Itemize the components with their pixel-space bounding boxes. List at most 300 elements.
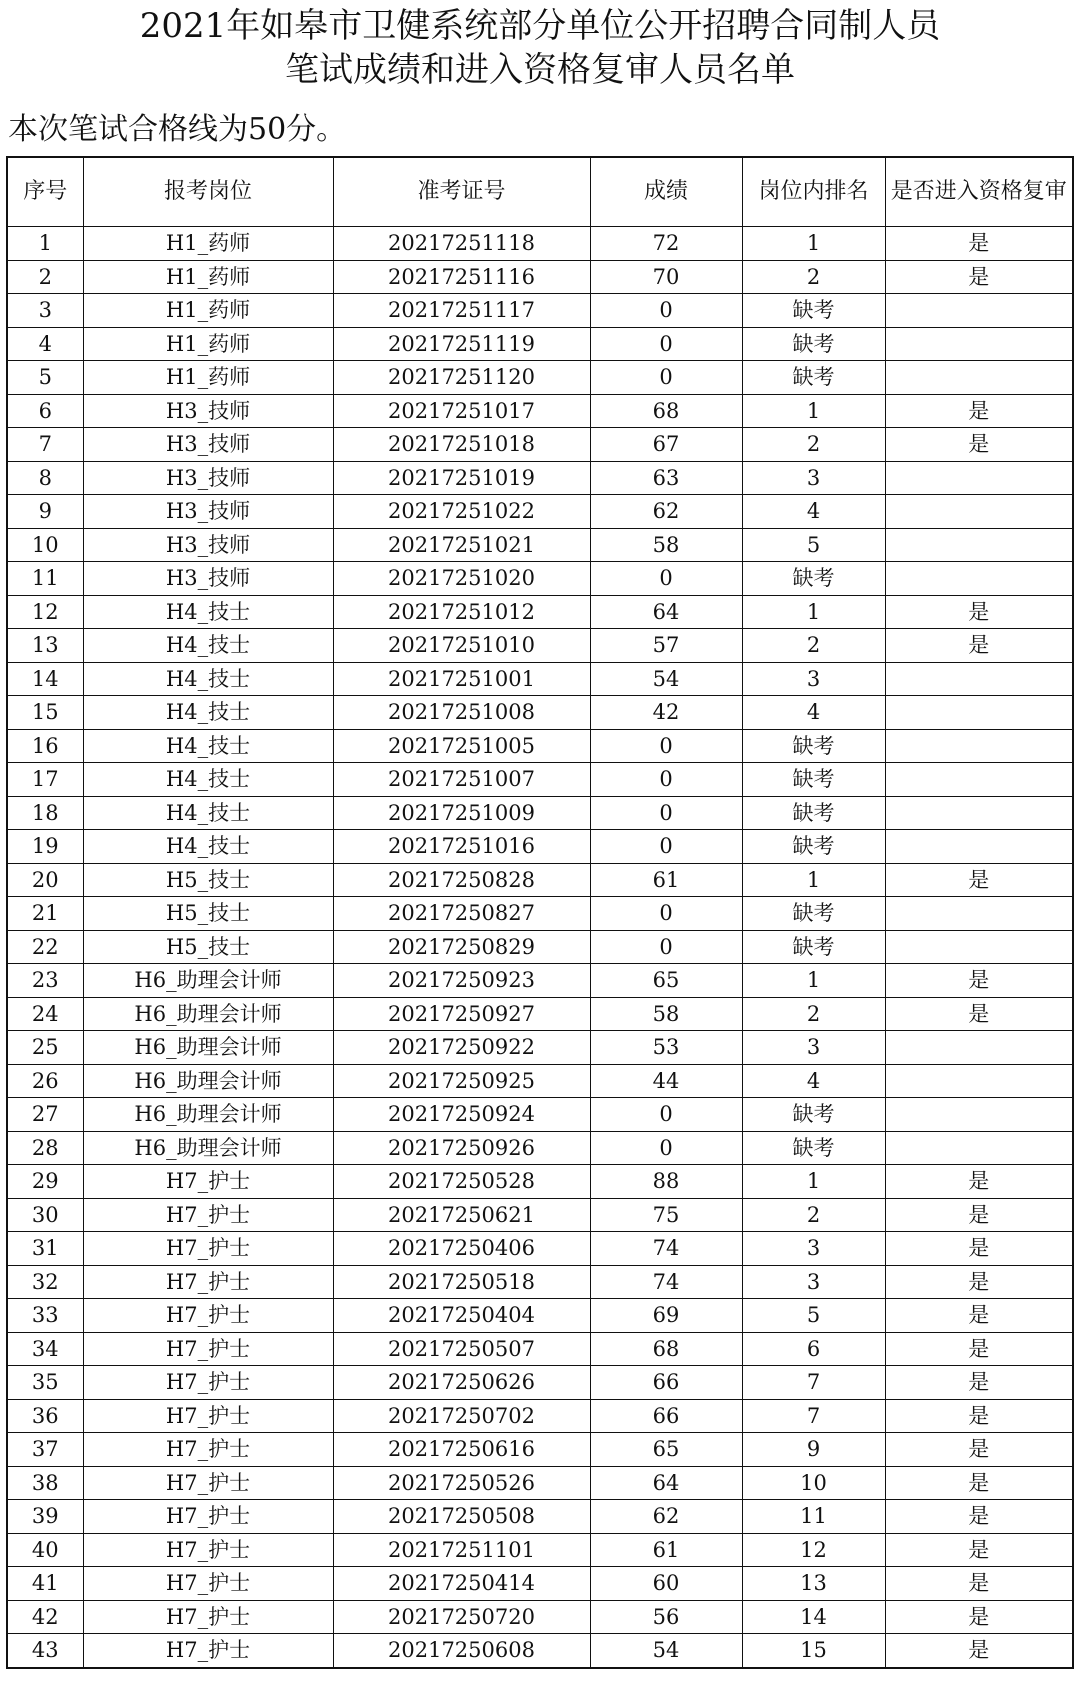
cell-position: H3_技师: [83, 394, 333, 428]
page-title-line-1: 2021年如皋市卫健系统部分单位公开招聘合同制人员: [139, 6, 941, 46]
cell-position: H3_技师: [83, 528, 333, 562]
cell-position: H7_护士: [83, 1567, 333, 1601]
cell-rank: 缺考: [742, 930, 885, 964]
cell-position: H4_技士: [83, 595, 333, 629]
cell-seq: 38: [7, 1466, 83, 1500]
table-row: [7, 1064, 1073, 1098]
cell-rank: 2: [742, 1198, 885, 1232]
table-row: [7, 696, 1073, 730]
cell-ticket-number: 20217251116: [333, 260, 590, 294]
cell-ticket-number: 20217251005: [333, 729, 590, 763]
table-row: [7, 1098, 1073, 1132]
cell-position: H7_护士: [83, 1533, 333, 1567]
cell-seq: 42: [7, 1600, 83, 1634]
cell-score: 69: [590, 1299, 742, 1333]
table-row: [7, 1399, 1073, 1433]
cell-score: 66: [590, 1366, 742, 1400]
cell-score: 53: [590, 1031, 742, 1065]
cell-position: H4_技士: [83, 629, 333, 663]
cell-seq: 11: [7, 562, 83, 596]
passing-score-note: 本次笔试合格线为50分。: [8, 112, 347, 147]
table-row: [7, 1131, 1073, 1165]
table-row: [7, 1433, 1073, 1467]
cell-position: H7_护士: [83, 1332, 333, 1366]
cell-score: 65: [590, 964, 742, 998]
cell-seq: 3: [7, 294, 83, 328]
cell-position: H3_技师: [83, 428, 333, 462]
cell-seq: 23: [7, 964, 83, 998]
cell-qualified: [885, 528, 1073, 562]
cell-seq: 16: [7, 729, 83, 763]
table-row: [7, 394, 1073, 428]
cell-rank: 2: [742, 629, 885, 663]
cell-ticket-number: 20217250626: [333, 1366, 590, 1400]
cell-rank: 5: [742, 1299, 885, 1333]
cell-ticket-number: 20217250827: [333, 897, 590, 931]
cell-score: 56: [590, 1600, 742, 1634]
cell-score: 63: [590, 461, 742, 495]
cell-qualified: 是: [885, 629, 1073, 663]
cell-seq: 34: [7, 1332, 83, 1366]
table-row: [7, 729, 1073, 763]
table-header-row: [7, 157, 1073, 227]
cell-seq: 13: [7, 629, 83, 663]
cell-position: H6_助理会计师: [83, 997, 333, 1031]
cell-rank: 缺考: [742, 327, 885, 361]
cell-ticket-number: 20217250404: [333, 1299, 590, 1333]
cell-score: 60: [590, 1567, 742, 1601]
cell-score: 65: [590, 1433, 742, 1467]
cell-position: H5_技士: [83, 897, 333, 931]
cell-ticket-number: 20217250528: [333, 1165, 590, 1199]
cell-qualified: [885, 327, 1073, 361]
cell-rank: 7: [742, 1399, 885, 1433]
cell-rank: 3: [742, 461, 885, 495]
cell-rank: 13: [742, 1567, 885, 1601]
cell-qualified: 是: [885, 1265, 1073, 1299]
cell-seq: 12: [7, 595, 83, 629]
cell-score: 42: [590, 696, 742, 730]
table-row: [7, 327, 1073, 361]
cell-position: H7_护士: [83, 1299, 333, 1333]
cell-rank: 3: [742, 1031, 885, 1065]
cell-position: H4_技士: [83, 830, 333, 864]
table-row: [7, 595, 1073, 629]
cell-qualified: [885, 930, 1073, 964]
cell-position: H4_技士: [83, 696, 333, 730]
cell-seq: 15: [7, 696, 83, 730]
cell-qualified: [885, 461, 1073, 495]
cell-position: H4_技士: [83, 662, 333, 696]
cell-seq: 4: [7, 327, 83, 361]
cell-qualified: [885, 696, 1073, 730]
table-row: [7, 830, 1073, 864]
cell-rank: 6: [742, 1332, 885, 1366]
cell-position: H7_护士: [83, 1466, 333, 1500]
table-row: [7, 863, 1073, 897]
cell-ticket-number: 20217251019: [333, 461, 590, 495]
cell-rank: 4: [742, 495, 885, 529]
cell-ticket-number: 20217250702: [333, 1399, 590, 1433]
cell-ticket-number: 20217250829: [333, 930, 590, 964]
results-table: [6, 156, 1074, 1669]
cell-position: H1_药师: [83, 227, 333, 261]
cell-ticket-number: 20217250926: [333, 1131, 590, 1165]
cell-ticket-number: 20217250925: [333, 1064, 590, 1098]
cell-seq: 10: [7, 528, 83, 562]
cell-qualified: 是: [885, 1299, 1073, 1333]
cell-rank: 1: [742, 964, 885, 998]
cell-ticket-number: 20217251007: [333, 763, 590, 797]
cell-seq: 14: [7, 662, 83, 696]
table-row: [7, 562, 1073, 596]
table-row: [7, 897, 1073, 931]
cell-position: H6_助理会计师: [83, 1098, 333, 1132]
cell-score: 62: [590, 495, 742, 529]
cell-position: H6_助理会计师: [83, 1064, 333, 1098]
cell-rank: 1: [742, 394, 885, 428]
cell-seq: 28: [7, 1131, 83, 1165]
cell-rank: 14: [742, 1600, 885, 1634]
cell-position: H4_技士: [83, 763, 333, 797]
table-row: [7, 1366, 1073, 1400]
table-row: [7, 662, 1073, 696]
cell-qualified: 是: [885, 997, 1073, 1031]
cell-ticket-number: 20217250616: [333, 1433, 590, 1467]
cell-qualified: [885, 495, 1073, 529]
cell-score: 0: [590, 1131, 742, 1165]
cell-score: 68: [590, 1332, 742, 1366]
cell-score: 64: [590, 1466, 742, 1500]
table-row: [7, 796, 1073, 830]
cell-qualified: 是: [885, 428, 1073, 462]
cell-seq: 27: [7, 1098, 83, 1132]
cell-qualified: [885, 1131, 1073, 1165]
cell-score: 44: [590, 1064, 742, 1098]
cell-rank: 5: [742, 528, 885, 562]
cell-qualified: [885, 897, 1073, 931]
cell-qualified: [885, 361, 1073, 395]
cell-position: H3_技师: [83, 461, 333, 495]
cell-rank: 3: [742, 1265, 885, 1299]
cell-ticket-number: 20217251118: [333, 227, 590, 261]
cell-rank: 2: [742, 428, 885, 462]
table-row: [7, 930, 1073, 964]
table-row: [7, 1634, 1073, 1668]
cell-qualified: [885, 830, 1073, 864]
table-row: [7, 361, 1073, 395]
cell-ticket-number: 20217250526: [333, 1466, 590, 1500]
cell-score: 0: [590, 294, 742, 328]
cell-qualified: 是: [885, 1634, 1073, 1668]
cell-qualified: 是: [885, 1399, 1073, 1433]
cell-ticket-number: 20217250608: [333, 1634, 590, 1668]
cell-ticket-number: 20217250720: [333, 1600, 590, 1634]
table-row: [7, 1265, 1073, 1299]
table-row: [7, 1165, 1073, 1199]
cell-qualified: 是: [885, 1567, 1073, 1601]
cell-seq: 39: [7, 1500, 83, 1534]
cell-rank: 缺考: [742, 763, 885, 797]
cell-score: 74: [590, 1265, 742, 1299]
table-row: [7, 461, 1073, 495]
cell-score: 0: [590, 327, 742, 361]
cell-rank: 3: [742, 662, 885, 696]
cell-position: H7_护士: [83, 1265, 333, 1299]
cell-ticket-number: 20217251101: [333, 1533, 590, 1567]
cell-ticket-number: 20217251119: [333, 327, 590, 361]
cell-score: 0: [590, 562, 742, 596]
table-row: [7, 1466, 1073, 1500]
cell-qualified: 是: [885, 1433, 1073, 1467]
cell-qualified: 是: [885, 1500, 1073, 1534]
cell-position: H3_技师: [83, 495, 333, 529]
cell-qualified: [885, 1098, 1073, 1132]
cell-ticket-number: 20217250414: [333, 1567, 590, 1601]
cell-rank: 2: [742, 260, 885, 294]
cell-qualified: 是: [885, 964, 1073, 998]
table-row: [7, 1031, 1073, 1065]
cell-rank: 7: [742, 1366, 885, 1400]
table-row: [7, 294, 1073, 328]
cell-score: 0: [590, 763, 742, 797]
cell-score: 58: [590, 528, 742, 562]
cell-position: H1_药师: [83, 260, 333, 294]
cell-position: H1_药师: [83, 361, 333, 395]
cell-position: H7_护士: [83, 1600, 333, 1634]
cell-seq: 21: [7, 897, 83, 931]
cell-rank: 11: [742, 1500, 885, 1534]
cell-qualified: 是: [885, 1533, 1073, 1567]
cell-qualified: 是: [885, 1466, 1073, 1500]
cell-rank: 10: [742, 1466, 885, 1500]
table-row: [7, 1567, 1073, 1601]
cell-ticket-number: 20217251022: [333, 495, 590, 529]
cell-qualified: 是: [885, 1366, 1073, 1400]
cell-seq: 25: [7, 1031, 83, 1065]
table-row: [7, 1600, 1073, 1634]
cell-qualified: 是: [885, 1232, 1073, 1266]
cell-score: 68: [590, 394, 742, 428]
table-body: [7, 227, 1073, 1668]
cell-score: 61: [590, 863, 742, 897]
cell-rank: 1: [742, 595, 885, 629]
cell-score: 74: [590, 1232, 742, 1266]
cell-qualified: [885, 662, 1073, 696]
table-row: [7, 1332, 1073, 1366]
table-row: [7, 227, 1073, 261]
cell-rank: 1: [742, 227, 885, 261]
cell-ticket-number: 20217250507: [333, 1332, 590, 1366]
cell-seq: 24: [7, 997, 83, 1031]
table-row: [7, 964, 1073, 998]
cell-ticket-number: 20217250924: [333, 1098, 590, 1132]
cell-rank: 12: [742, 1533, 885, 1567]
cell-score: 57: [590, 629, 742, 663]
cell-seq: 33: [7, 1299, 83, 1333]
cell-score: 66: [590, 1399, 742, 1433]
cell-position: H7_护士: [83, 1366, 333, 1400]
cell-rank: 缺考: [742, 562, 885, 596]
cell-position: H1_药师: [83, 294, 333, 328]
cell-position: H7_护士: [83, 1232, 333, 1266]
cell-score: 0: [590, 830, 742, 864]
cell-rank: 1: [742, 863, 885, 897]
cell-seq: 29: [7, 1165, 83, 1199]
cell-ticket-number: 20217250927: [333, 997, 590, 1031]
cell-ticket-number: 20217250518: [333, 1265, 590, 1299]
cell-rank: 3: [742, 1232, 885, 1266]
cell-seq: 37: [7, 1433, 83, 1467]
cell-rank: 缺考: [742, 729, 885, 763]
cell-rank: 缺考: [742, 294, 885, 328]
cell-ticket-number: 20217251009: [333, 796, 590, 830]
cell-ticket-number: 20217250923: [333, 964, 590, 998]
table-row: [7, 428, 1073, 462]
cell-rank: 缺考: [742, 830, 885, 864]
header-ticket-number: 准考证号: [333, 157, 590, 227]
cell-ticket-number: 20217251012: [333, 595, 590, 629]
page-title-line-2: 笔试成绩和进入资格复审人员名单: [285, 50, 795, 90]
cell-seq: 20: [7, 863, 83, 897]
cell-qualified: [885, 1031, 1073, 1065]
cell-score: 54: [590, 662, 742, 696]
table-row: [7, 260, 1073, 294]
cell-rank: 缺考: [742, 897, 885, 931]
cell-qualified: [885, 562, 1073, 596]
cell-qualified: 是: [885, 1600, 1073, 1634]
cell-qualified: 是: [885, 1165, 1073, 1199]
cell-score: 0: [590, 361, 742, 395]
cell-position: H7_护士: [83, 1500, 333, 1534]
header-qualified: 是否进入资格复审: [885, 157, 1073, 227]
cell-rank: 缺考: [742, 361, 885, 395]
cell-position: H7_护士: [83, 1433, 333, 1467]
cell-seq: 22: [7, 930, 83, 964]
cell-score: 88: [590, 1165, 742, 1199]
cell-score: 75: [590, 1198, 742, 1232]
cell-qualified: [885, 796, 1073, 830]
cell-ticket-number: 20217251021: [333, 528, 590, 562]
cell-position: H3_技师: [83, 562, 333, 596]
cell-ticket-number: 20217251018: [333, 428, 590, 462]
cell-seq: 35: [7, 1366, 83, 1400]
cell-position: H6_助理会计师: [83, 1031, 333, 1065]
table-row: [7, 495, 1073, 529]
cell-seq: 8: [7, 461, 83, 495]
cell-seq: 40: [7, 1533, 83, 1567]
table-row: [7, 1299, 1073, 1333]
cell-seq: 36: [7, 1399, 83, 1433]
cell-rank: 缺考: [742, 1098, 885, 1132]
cell-rank: 缺考: [742, 1131, 885, 1165]
table-row: [7, 1232, 1073, 1266]
table-row: [7, 997, 1073, 1031]
cell-qualified: 是: [885, 863, 1073, 897]
cell-score: 64: [590, 595, 742, 629]
cell-rank: 4: [742, 696, 885, 730]
cell-score: 61: [590, 1533, 742, 1567]
cell-qualified: [885, 294, 1073, 328]
cell-ticket-number: 20217251017: [333, 394, 590, 428]
table-row: [7, 763, 1073, 797]
cell-position: H1_药师: [83, 327, 333, 361]
cell-ticket-number: 20217251001: [333, 662, 590, 696]
cell-seq: 26: [7, 1064, 83, 1098]
cell-position: H5_技士: [83, 863, 333, 897]
cell-seq: 31: [7, 1232, 83, 1266]
cell-rank: 1: [742, 1165, 885, 1199]
cell-qualified: 是: [885, 394, 1073, 428]
cell-seq: 6: [7, 394, 83, 428]
cell-position: H7_护士: [83, 1198, 333, 1232]
header-score: 成绩: [590, 157, 742, 227]
cell-position: H7_护士: [83, 1634, 333, 1668]
cell-rank: 4: [742, 1064, 885, 1098]
cell-score: 72: [590, 227, 742, 261]
cell-ticket-number: 20217251010: [333, 629, 590, 663]
cell-score: 70: [590, 260, 742, 294]
cell-score: 0: [590, 796, 742, 830]
cell-qualified: [885, 763, 1073, 797]
cell-rank: 缺考: [742, 796, 885, 830]
cell-ticket-number: 20217251016: [333, 830, 590, 864]
table-row: [7, 1533, 1073, 1567]
cell-seq: 30: [7, 1198, 83, 1232]
cell-score: 0: [590, 1098, 742, 1132]
cell-rank: 2: [742, 997, 885, 1031]
cell-qualified: 是: [885, 1332, 1073, 1366]
cell-ticket-number: 20217251008: [333, 696, 590, 730]
cell-ticket-number: 20217251120: [333, 361, 590, 395]
cell-position: H7_护士: [83, 1399, 333, 1433]
cell-seq: 7: [7, 428, 83, 462]
header-position: 报考岗位: [83, 157, 333, 227]
cell-qualified: 是: [885, 260, 1073, 294]
cell-seq: 19: [7, 830, 83, 864]
cell-ticket-number: 20217250508: [333, 1500, 590, 1534]
cell-ticket-number: 20217251117: [333, 294, 590, 328]
cell-ticket-number: 20217250406: [333, 1232, 590, 1266]
cell-position: H7_护士: [83, 1165, 333, 1199]
table-row: [7, 1500, 1073, 1534]
cell-score: 0: [590, 729, 742, 763]
cell-qualified: 是: [885, 1198, 1073, 1232]
cell-seq: 32: [7, 1265, 83, 1299]
cell-score: 0: [590, 897, 742, 931]
cell-ticket-number: 20217251020: [333, 562, 590, 596]
cell-seq: 43: [7, 1634, 83, 1668]
cell-seq: 1: [7, 227, 83, 261]
cell-seq: 9: [7, 495, 83, 529]
cell-seq: 17: [7, 763, 83, 797]
cell-score: 54: [590, 1634, 742, 1668]
header-seq: 序号: [7, 157, 83, 227]
cell-ticket-number: 20217250922: [333, 1031, 590, 1065]
cell-qualified: [885, 729, 1073, 763]
table-row: [7, 528, 1073, 562]
cell-qualified: 是: [885, 595, 1073, 629]
cell-seq: 41: [7, 1567, 83, 1601]
cell-position: H4_技士: [83, 796, 333, 830]
cell-position: H4_技士: [83, 729, 333, 763]
table-row: [7, 629, 1073, 663]
cell-position: H6_助理会计师: [83, 1131, 333, 1165]
cell-rank: 15: [742, 1634, 885, 1668]
cell-score: 67: [590, 428, 742, 462]
cell-seq: 2: [7, 260, 83, 294]
cell-qualified: [885, 1064, 1073, 1098]
